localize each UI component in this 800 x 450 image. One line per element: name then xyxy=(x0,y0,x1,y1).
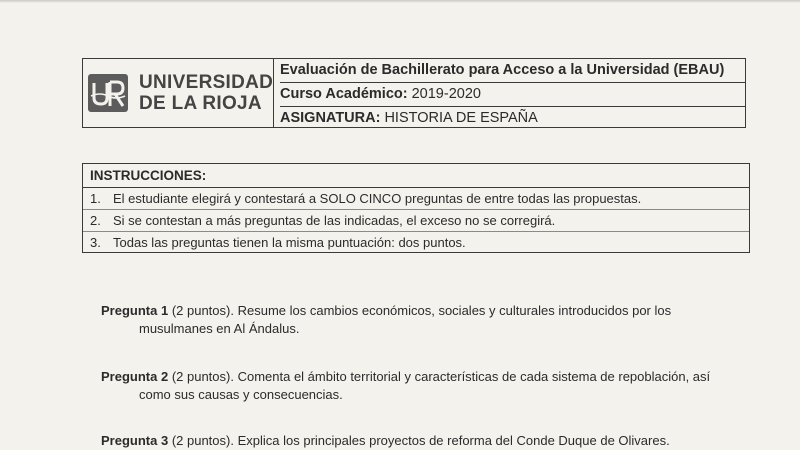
question-points: (2 puntos). xyxy=(171,433,234,448)
scan-edge-shadow xyxy=(0,0,800,3)
instructions-title: INSTRUCCIONES: xyxy=(83,164,749,188)
course-value: 2019-2020 xyxy=(411,86,481,102)
instruction-item xyxy=(83,210,749,232)
instruction-number: 1. xyxy=(90,191,101,206)
question-text-line1: Resume los cambios económicos, sociales y culturales introducidos por los xyxy=(237,303,672,318)
exam-info xyxy=(274,59,745,127)
subject xyxy=(280,106,745,130)
university-name-line2: DE LA RIOJA xyxy=(139,93,262,114)
question-text-line2: como sus causas y consecuencias. xyxy=(139,387,343,402)
university-name xyxy=(139,72,273,114)
question-2 xyxy=(101,368,731,404)
subject-value: HISTORIA DE ESPAÑA xyxy=(384,110,538,126)
question-label: Pregunta 2 xyxy=(101,369,169,384)
university-crest-icon xyxy=(88,74,128,112)
question-text-line1: Explica los principales proyectos de reforma del Conde Duque de Olivares. xyxy=(237,433,670,448)
instructions-box xyxy=(82,163,750,253)
university-logo xyxy=(83,59,274,127)
question-label: Pregunta 3 xyxy=(101,433,169,448)
question-text-line2: musulmanes en Al Ándalus. xyxy=(139,321,300,336)
question-label: Pregunta 1 xyxy=(101,303,169,318)
question-points: (2 puntos). xyxy=(171,303,234,318)
subject-label: ASIGNATURA: xyxy=(280,110,381,126)
instruction-number: 2. xyxy=(90,213,101,228)
instruction-item xyxy=(83,188,749,210)
question-1 xyxy=(101,302,731,338)
question-3 xyxy=(101,432,731,450)
university-name-line1: UNIVERSIDAD xyxy=(139,72,274,93)
instruction-text: Todas las preguntas tienen la misma puntuación: dos puntos. xyxy=(113,235,466,250)
exam-header xyxy=(82,58,746,128)
question-points: (2 puntos). xyxy=(171,369,234,384)
instruction-text: El estudiante elegirá y contestará a SOLO CINCO preguntas de entre todas las propuestas. xyxy=(113,191,642,206)
instruction-text: Si se contestan a más preguntas de las indicadas, el exceso no se corregirá. xyxy=(113,213,556,228)
exam-title: Evaluación de Bachillerato para Acceso a la Universidad (EBAU) xyxy=(280,59,745,83)
instruction-number: 3. xyxy=(90,235,101,250)
question-text-line1: Comenta el ámbito territorial y características de cada sistema de repoblación, así xyxy=(237,369,711,384)
instruction-item xyxy=(83,232,749,253)
course-year xyxy=(280,83,745,106)
course-label: Curso Académico: xyxy=(280,86,408,102)
